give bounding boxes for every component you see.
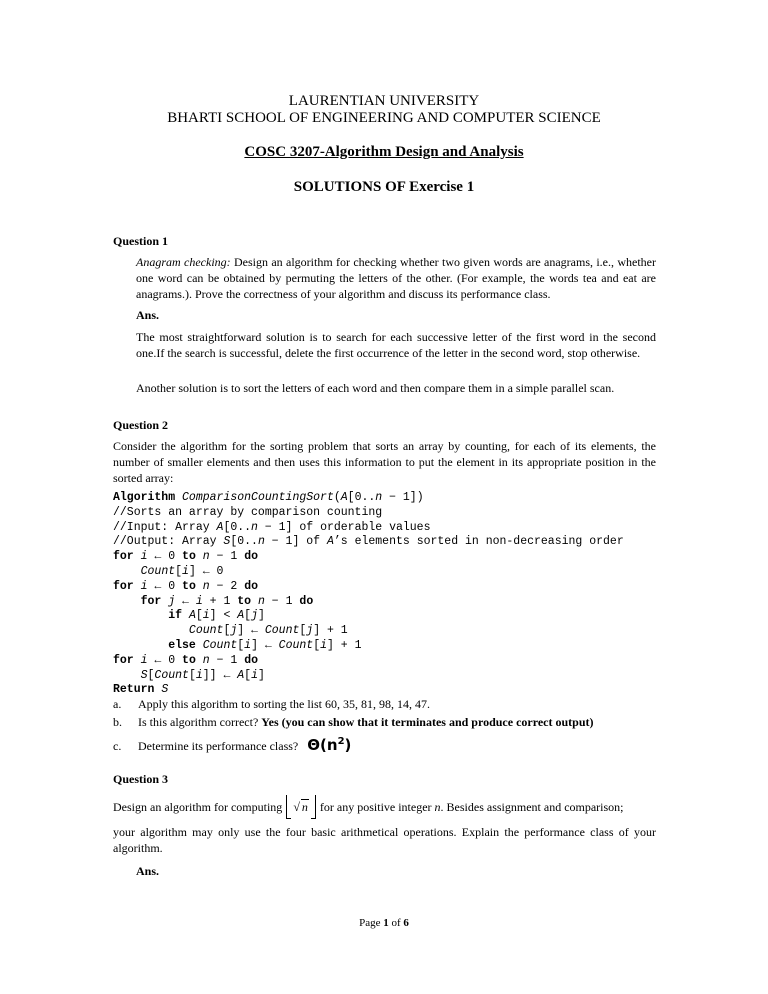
question-3-ans-label: Ans.: [136, 864, 160, 878]
university-name: LAURENTIAN UNIVERSITY: [288, 93, 480, 109]
question-1-heading: Question 1: [113, 234, 169, 248]
page-footer: Page 1 of 6: [359, 917, 409, 929]
item-a-label: a.: [113, 697, 122, 711]
question-1-answer-1: The most straightforward solution is to search for each successive letter of the first word in the second one.If the search is successful, delete the first occurrence of the letter in the second word, stop otherwise.: [136, 330, 656, 360]
question-2-item-a: [113, 696, 430, 712]
question-1-ans-label: Ans.: [136, 308, 160, 322]
item-c-answer: $\Theta(n^2)$: [307, 736, 352, 754]
question-2-heading: Question 2: [113, 418, 169, 432]
document-title: SOLUTIONS OF Exercise 1: [293, 179, 475, 195]
course-title: COSC 3207-Algorithm Design and Analysis: [244, 144, 524, 160]
page-total: 6: [403, 917, 409, 929]
item-b-answer: Yes (you can show that it terminates and produce correct output): [261, 715, 594, 729]
question-3-heading: Question 3: [113, 772, 169, 786]
question-1-text: Design an algorithm for checking whether two given words are anagrams, i.e., whether one word can be obtained by permuting the letters of the other. (For example, the words tea and eat are anagrams.). Prove the correctness of your algorithm and discuss its performance class.: [136, 255, 656, 301]
page-number: 1: [383, 917, 389, 929]
question-2-item-c: [113, 734, 351, 754]
item-b-text: Is this algorithm correct?: [138, 715, 262, 729]
item-c-text: Determine its performance class?: [138, 739, 302, 753]
school-name: BHARTI SCHOOL OF ENGINEERING AND COMPUTER SCIENCE: [167, 110, 601, 126]
item-c-label: c.: [113, 739, 122, 753]
question-1-answer-2: Another solution is to sort the letters of each word and then compare them in a simple parallel scan.: [136, 381, 615, 395]
item-b-label: b.: [113, 715, 122, 729]
question-3-line-1: Design an algorithm for computing √ n for any positive integer n. Besides assignment and comparison;: [113, 800, 624, 814]
question-2-intro: Consider the algorithm for the sorting problem that sorts an array by counting, for each of its elements, the number of smaller elements and then uses this information to put the element in its appropriate position in the sorted array:: [113, 439, 656, 485]
question-1-prompt: [136, 254, 656, 302]
algorithm-pseudocode: Algorithm ComparisonCountingSort(A[0..n − 1]) //Sorts an array by comparison counting //Input: Array A[0..n − 1] of orderable values //Output: Array S[0..n − 1] of A’s elements sorted in non-decreasing order for i ← 0 to n − 1 do Count[i] ← 0 for i ← 0 to n − 2 do for j ← i + 1 to n − 1 do if A[i] < A[j] Count[j] ← Count[j] + 1 else Count[i] ← Count[i] + 1 for i ← 0 to n − 1 do S[Count[i]] ← A[i] Return S: [113, 491, 624, 697]
question-1-topic: Anagram checking:: [136, 255, 231, 269]
question-3-line-2: your algorithm may only use the four basic arithmetical operations. Explain the performance class of your algorithm.: [113, 825, 656, 855]
item-a-text: Apply this algorithm to sorting the list 60, 35, 81, 98, 14, 47.: [138, 697, 430, 711]
question-2-item-b: [113, 714, 594, 730]
floor-sqrt-expression: √ n: [286, 799, 316, 815]
